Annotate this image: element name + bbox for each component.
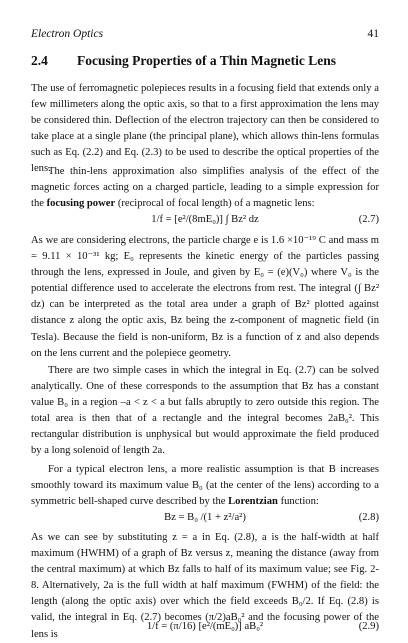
equation-body: 1/f = (π/16) [e²/(mE₀)] aB₀² — [146, 621, 264, 632]
paragraph-thin-lens-intro: The use of ferromagnetic polepieces results in a focusing field that extends only a few millimeters along the optic axis, so that to a first approximation the lens may be considered thin. Deflection of the electron trajectory can then be considered to take place at a single plane (the principal plane), which allows thin-lens formulas such as Eq. (2.2) and Eq. (2.3) to be used to describe the optical properties of the lens. — [31, 83, 379, 175]
equation-2-9 — [31, 619, 379, 635]
running-header — [31, 28, 379, 44]
equation-2-7 — [31, 212, 379, 228]
term-lorentzian: Lorentzian — [228, 496, 278, 508]
paragraph-electron-constants: As we are considering electrons, the particle charge e is 1.6 ×10⁻¹⁹ C and mass m = 9.11 × 10⁻³¹ kg; E₀ represents the kinetic energy of the particles passing through the lens, expressed in Joule, and given by E₀ = (e)(V₀) where V₀ is the potential difference used to accelerate the electrons from rest. The integral (∫ Bz² dz) can be interpreted as the total area under a graph of Bz² plotted against distance z along the optic axis, Bz being the z-component of magnetic field (in Tesla). Because the field is non-uniform, Bz is a function of z and also depends on the lens current and the polepiece geometry. — [31, 235, 379, 359]
term-focusing-power: focusing power — [46, 198, 116, 210]
section-title: Focusing Properties of a Thin Magnetic Lens — [77, 53, 336, 68]
paragraph-text: The thin-lens approximation also simplifies analysis of the effect of the magnetic forces acting on a charged particle, leading to a simple expression for the — [31, 166, 379, 210]
paragraph-rectangular-case: There are two simple cases in which the integral in Eq. (2.7) can be solved analytically. One of these corresponds to the assumption that Bz has a constant value B₀ in a region –a < z < a but falls abruptly to zero outside this region. The total area is then that of a rectangle and the integral becomes 2aB₀². This rectangular distribution is unphysical but would approximate the field produced by a long solenoid of length 2a. — [31, 365, 379, 457]
equation-number: (2.9) — [358, 621, 379, 632]
paragraph-hwhm: As we can see by substituting z = a in Eq. (2.8), a is the half-width at half maximum (HWHM) of a graph of Bz versus z, meaning the distance (away from the central maximum) at which Bz falls to half of its maximum value; see Fig. 2-8. Alternatively, 2a is the full width at half maximum (FWHM) of the field: the length (along the optic axis) over which the field exceeds B₀/2. If Eq. (2.8) is valid, the integral in Eq. (2.7) becomes (π/2)aB₀² and the focusing power of the lens is — [31, 532, 379, 640]
paragraph-text: (reciprocal of focal length) of a magnetic lens: — [115, 198, 315, 210]
running-title: Electron Optics — [31, 28, 104, 40]
paragraph-focusing-power — [31, 164, 379, 212]
equation-body: Bz = B₀ /(1 + z²/a²) — [164, 512, 246, 523]
equation-number: (2.7) — [358, 214, 379, 225]
section-heading — [31, 53, 379, 69]
equation-body: 1/f = [e²/(8mE₀)] ∫ Bz² dz — [151, 214, 259, 225]
paragraph-text: For a typical electron lens, a more realistic assumption is that B increases smoothly toward its maximum value B₀ (at the center of the lens) according to a symmetric bell-shaped curve described by the — [31, 464, 379, 508]
equation-number: (2.8) — [358, 512, 379, 523]
paragraph-text: function: — [277, 496, 319, 508]
section-number: 2.4 — [31, 53, 48, 68]
paragraph-lorentzian-intro — [31, 462, 379, 510]
page-number: 41 — [367, 28, 379, 40]
equation-2-8 — [31, 510, 379, 526]
